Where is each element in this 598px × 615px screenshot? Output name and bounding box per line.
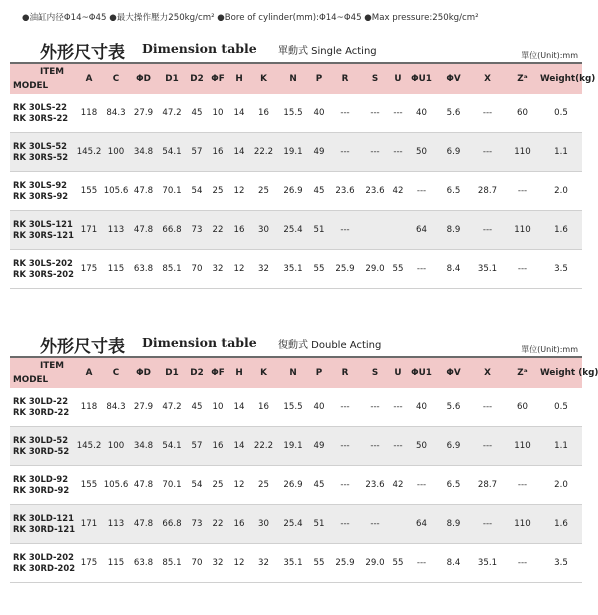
table-cell: 70 [187, 544, 207, 583]
table-cell: 70.1 [157, 172, 187, 211]
model-name: RK 30RD-52 [13, 446, 70, 456]
model-name: RK 30LD-92 [13, 474, 69, 484]
table-cell: 30 [249, 505, 278, 544]
table-cell: 47.2 [157, 388, 187, 427]
table-cell: 26.9 [278, 172, 308, 211]
table-cell: 0.5 [540, 388, 582, 427]
table-row [10, 388, 582, 427]
table-cell: 22 [207, 211, 229, 250]
table-cell: 25.4 [278, 505, 308, 544]
table-cell: --- [330, 94, 360, 133]
dimension-table-double [10, 358, 598, 583]
table-cell: 25 [207, 466, 229, 505]
table-cell: 63.8 [130, 544, 157, 583]
table-cell: 27.9 [130, 388, 157, 427]
table-cell: 12 [229, 544, 249, 583]
table-cell: --- [330, 427, 360, 466]
model-name: RK 30LD-52 [13, 435, 69, 445]
table-cell: 23.6 [330, 172, 360, 211]
table-cell: 16 [229, 211, 249, 250]
header-row [10, 64, 582, 94]
header-item-label: ITEM [39, 361, 64, 371]
table-cell: 10 [207, 388, 229, 427]
table-cell: 12 [229, 466, 249, 505]
table-cell: 29.0 [360, 250, 390, 289]
table-cell: 54 [187, 466, 207, 505]
model-name: RK 30RS-202 [13, 269, 74, 279]
table-cell: --- [470, 388, 505, 427]
table-cell: 49 [308, 427, 330, 466]
table-cell: 3.5 [540, 250, 582, 289]
column-header: Weight (kg) [540, 358, 582, 388]
double-acting-section [10, 322, 598, 583]
table-cell: 14 [229, 388, 249, 427]
table-cell: --- [470, 94, 505, 133]
table-cell: 29.0 [360, 544, 390, 583]
table-cell: 1.6 [540, 211, 582, 250]
table-cell: 49 [308, 133, 330, 172]
table-cell: 27.9 [130, 94, 157, 133]
table-cell: 145.2 [76, 427, 102, 466]
table-cell: 51 [308, 211, 330, 250]
table-cell: 171 [76, 211, 102, 250]
table-cell: 45 [187, 94, 207, 133]
column-header: ΦD [130, 358, 157, 388]
table-cell: 25 [207, 172, 229, 211]
table-cell: 32 [249, 544, 278, 583]
model-cell [10, 211, 76, 250]
table-cell: 14 [229, 94, 249, 133]
table-cell: 8.9 [437, 505, 470, 544]
table-cell: 84.3 [102, 388, 130, 427]
table-cell: 54 [187, 172, 207, 211]
table-cell: 47.8 [130, 505, 157, 544]
table-cell: 70.1 [157, 466, 187, 505]
column-header: C [102, 64, 130, 94]
table-cell: 113 [102, 211, 130, 250]
table-cell: 73 [187, 505, 207, 544]
column-header: Zᵃ [505, 64, 540, 94]
column-header: N [278, 358, 308, 388]
column-header: K [249, 64, 278, 94]
table-cell: --- [390, 427, 406, 466]
table-row [10, 94, 582, 133]
table-cell: 22 [207, 505, 229, 544]
column-header: A [76, 358, 102, 388]
table-cell: 34.8 [130, 133, 157, 172]
model-cell [10, 466, 76, 505]
table-cell: --- [505, 466, 540, 505]
table-cell: 40 [406, 94, 437, 133]
table-cell: --- [360, 388, 390, 427]
model-name: RK 30RS-22 [13, 113, 69, 123]
table-row [10, 505, 582, 544]
header-model-label: MODEL [13, 81, 49, 91]
table-cell: 8.4 [437, 544, 470, 583]
table-cell: 25.4 [278, 211, 308, 250]
table-cell: 66.8 [157, 505, 187, 544]
model-name: RK 30RD-202 [13, 563, 76, 573]
table-cell: 10 [207, 94, 229, 133]
model-name: RK 30RS-92 [13, 191, 69, 201]
table-title-cn: 外形尺寸表 [40, 337, 125, 357]
table-title-en: Dimension table [142, 41, 257, 56]
table-title-row [10, 322, 582, 356]
table-cell: 19.1 [278, 427, 308, 466]
header-item-label: ITEM [39, 67, 64, 77]
table-cell: 22.2 [249, 427, 278, 466]
table-cell: --- [390, 133, 406, 172]
table-row [10, 133, 582, 172]
table-cell: 25 [249, 466, 278, 505]
column-header: D1 [157, 358, 187, 388]
table-cell: 64 [406, 505, 437, 544]
table-cell: 35.1 [278, 250, 308, 289]
table-cell: --- [330, 133, 360, 172]
table-cell: 110 [505, 505, 540, 544]
table-cell: 47.8 [130, 211, 157, 250]
table-cell: 66.8 [157, 211, 187, 250]
model-cell [10, 172, 76, 211]
model-name: RK 30RD-121 [13, 524, 76, 534]
table-cell: 25.9 [330, 544, 360, 583]
table-cell: --- [470, 133, 505, 172]
table-cell: 171 [76, 505, 102, 544]
table-cell: 47.8 [130, 172, 157, 211]
model-cell [10, 544, 76, 583]
model-name: RK 30LD-202 [13, 552, 74, 562]
model-name: RK 30RS-121 [13, 230, 74, 240]
table-row [10, 544, 582, 583]
table-cell: --- [505, 172, 540, 211]
table-cell: 57 [187, 133, 207, 172]
column-header: S [360, 358, 390, 388]
table-cell: 155 [76, 466, 102, 505]
table-row [10, 250, 582, 289]
dimension-table-single [10, 64, 596, 289]
table-cell: 54.1 [157, 427, 187, 466]
table-cell: 23.6 [360, 466, 390, 505]
table-cell: --- [470, 211, 505, 250]
column-header: U [390, 358, 406, 388]
table-cell: 145.2 [76, 133, 102, 172]
model-name: RK 30LS-92 [13, 180, 68, 190]
model-cell [10, 427, 76, 466]
table-cell: 16 [207, 133, 229, 172]
table-cell [390, 211, 406, 250]
model-name: RK 30LS-22 [13, 102, 68, 112]
table-title-cn: 外形尺寸表 [40, 43, 125, 63]
unit-label: 單位(Unit):mm [521, 51, 578, 60]
table-cell: 175 [76, 250, 102, 289]
table-cell: 3.5 [540, 544, 582, 583]
model-name: RK 30LS-202 [13, 258, 73, 268]
table-cell: 54.1 [157, 133, 187, 172]
table-cell: 6.5 [437, 172, 470, 211]
column-header: N [278, 64, 308, 94]
table-cell: 60 [505, 388, 540, 427]
column-header: D2 [187, 358, 207, 388]
table-cell: 14 [229, 427, 249, 466]
model-name: RK 30RD-22 [13, 407, 70, 417]
table-cell: 28.7 [470, 172, 505, 211]
table-cell: 55 [308, 250, 330, 289]
unit-label: 單位(Unit):mm [521, 345, 578, 354]
column-header: R [330, 64, 360, 94]
table-cell: 32 [207, 544, 229, 583]
table-cell: 8.4 [437, 250, 470, 289]
table-cell: 50 [406, 427, 437, 466]
table-cell: 110 [505, 133, 540, 172]
table-cell: --- [330, 505, 360, 544]
table-type-label: 單動式 Single Acting [278, 46, 377, 57]
table-cell: 155 [76, 172, 102, 211]
table-cell: 85.1 [157, 250, 187, 289]
table-cell: 110 [505, 427, 540, 466]
table-cell: 30 [249, 211, 278, 250]
table-cell: 5.6 [437, 388, 470, 427]
table-cell: 26.9 [278, 466, 308, 505]
table-cell: 105.6 [102, 466, 130, 505]
table-cell: 115 [102, 544, 130, 583]
table-cell: 32 [249, 250, 278, 289]
table-cell: 73 [187, 211, 207, 250]
table-cell: 6.9 [437, 427, 470, 466]
table-cell: --- [360, 133, 390, 172]
table-cell: 12 [229, 250, 249, 289]
table-cell: 51 [308, 505, 330, 544]
column-header: Weight(kg) [540, 64, 582, 94]
table-cell: 105.6 [102, 172, 130, 211]
table-cell: 1.1 [540, 427, 582, 466]
model-name: RK 30LS-121 [13, 219, 73, 229]
column-header: D1 [157, 64, 187, 94]
table-cell: 42 [390, 466, 406, 505]
table-cell: 16 [207, 427, 229, 466]
table-cell: 25.9 [330, 250, 360, 289]
table-cell: 16 [249, 94, 278, 133]
table-cell: 85.1 [157, 544, 187, 583]
column-header: ΦF [207, 358, 229, 388]
item-model-header [10, 358, 76, 388]
table-cell: --- [505, 250, 540, 289]
table-cell: 28.7 [470, 466, 505, 505]
model-cell [10, 505, 76, 544]
table-row [10, 427, 582, 466]
table-cell: --- [406, 466, 437, 505]
table-cell: --- [505, 544, 540, 583]
table-cell: 40 [308, 94, 330, 133]
table-cell: 6.5 [437, 466, 470, 505]
table-cell: 55 [390, 250, 406, 289]
table-cell: 47.2 [157, 94, 187, 133]
model-cell [10, 388, 76, 427]
table-cell: 50 [406, 133, 437, 172]
column-header: ΦD [130, 64, 157, 94]
table-cell: 57 [187, 427, 207, 466]
table-cell: --- [470, 505, 505, 544]
model-name: RK 30RD-92 [13, 485, 70, 495]
table-cell: 15.5 [278, 388, 308, 427]
table-title-en: Dimension table [142, 335, 257, 350]
table-cell: 118 [76, 94, 102, 133]
table-cell: 115 [102, 250, 130, 289]
column-header: ΦU1 [406, 358, 437, 388]
table-cell: --- [406, 250, 437, 289]
table-cell: 35.1 [470, 544, 505, 583]
table-cell: 40 [308, 388, 330, 427]
column-header: K [249, 358, 278, 388]
table-cell: --- [360, 427, 390, 466]
item-model-header [10, 64, 76, 94]
table-cell: --- [360, 94, 390, 133]
table-cell: 60 [505, 94, 540, 133]
header-row [10, 358, 582, 388]
table-cell: 175 [76, 544, 102, 583]
column-header: R [330, 358, 360, 388]
table-row [10, 211, 582, 250]
model-name: RK 30LD-121 [13, 513, 74, 523]
table-cell: 110 [505, 211, 540, 250]
model-name: RK 30RS-52 [13, 152, 69, 162]
table-cell: 23.6 [360, 172, 390, 211]
table-cell: 5.6 [437, 94, 470, 133]
table-cell: 100 [102, 133, 130, 172]
model-cell [10, 133, 76, 172]
column-header: U [390, 64, 406, 94]
table-cell: 14 [229, 133, 249, 172]
table-cell: 55 [308, 544, 330, 583]
table-cell [360, 211, 390, 250]
table-type-label: 復動式 Double Acting [278, 340, 382, 351]
table-cell: 35.1 [470, 250, 505, 289]
spec-line: ●油缸内径Φ14~Φ45 ●最大操作壓力250kg/cm² ●Bore of cylinder(mm):Φ14~Φ45 ●Max pressure:250kg/cm² [22, 13, 479, 23]
column-header: X [470, 64, 505, 94]
table-cell [390, 505, 406, 544]
table-title-row [10, 28, 582, 62]
table-cell: 40 [406, 388, 437, 427]
table-cell: 47.8 [130, 466, 157, 505]
table-cell: --- [390, 94, 406, 133]
header-model-label: MODEL [13, 375, 49, 385]
table-cell: 8.9 [437, 211, 470, 250]
table-cell: 12 [229, 172, 249, 211]
table-cell: --- [406, 544, 437, 583]
column-header: ΦF [207, 64, 229, 94]
table-cell: 1.6 [540, 505, 582, 544]
table-cell: 42 [390, 172, 406, 211]
table-cell: 25 [249, 172, 278, 211]
table-cell: 22.2 [249, 133, 278, 172]
column-header: ΦV [437, 358, 470, 388]
column-header: P [308, 358, 330, 388]
table-row [10, 466, 582, 505]
table-cell: --- [330, 211, 360, 250]
column-header: ΦU1 [406, 64, 437, 94]
model-name: RK 30LD-22 [13, 396, 69, 406]
table-cell: --- [360, 505, 390, 544]
table-cell: 100 [102, 427, 130, 466]
table-cell: 6.9 [437, 133, 470, 172]
column-header: C [102, 358, 130, 388]
column-header: P [308, 64, 330, 94]
column-header: Zᵃ [505, 358, 540, 388]
table-cell: 35.1 [278, 544, 308, 583]
column-header: X [470, 358, 505, 388]
table-cell: --- [330, 466, 360, 505]
table-cell: --- [406, 172, 437, 211]
table-cell: 34.8 [130, 427, 157, 466]
column-header: A [76, 64, 102, 94]
column-header: H [229, 64, 249, 94]
table-cell: --- [470, 427, 505, 466]
table-cell: 45 [187, 388, 207, 427]
model-cell [10, 250, 76, 289]
table-cell: 15.5 [278, 94, 308, 133]
single-acting-section [10, 28, 596, 289]
column-header: H [229, 358, 249, 388]
table-cell: 63.8 [130, 250, 157, 289]
table-cell: 0.5 [540, 94, 582, 133]
table-cell: 16 [249, 388, 278, 427]
column-header: D2 [187, 64, 207, 94]
table-cell: 45 [308, 172, 330, 211]
table-cell: 2.0 [540, 466, 582, 505]
table-cell: 118 [76, 388, 102, 427]
table-cell: 2.0 [540, 172, 582, 211]
column-header: ΦV [437, 64, 470, 94]
table-cell: 55 [390, 544, 406, 583]
table-cell: 64 [406, 211, 437, 250]
table-cell: --- [330, 388, 360, 427]
table-row [10, 172, 582, 211]
table-cell: 1.1 [540, 133, 582, 172]
table-cell: 70 [187, 250, 207, 289]
table-cell: 45 [308, 466, 330, 505]
model-name: RK 30LS-52 [13, 141, 68, 151]
table-cell: --- [390, 388, 406, 427]
table-cell: 113 [102, 505, 130, 544]
table-cell: 32 [207, 250, 229, 289]
column-header: S [360, 64, 390, 94]
table-cell: 84.3 [102, 94, 130, 133]
table-cell: 16 [229, 505, 249, 544]
table-cell: 19.1 [278, 133, 308, 172]
model-cell [10, 94, 76, 133]
